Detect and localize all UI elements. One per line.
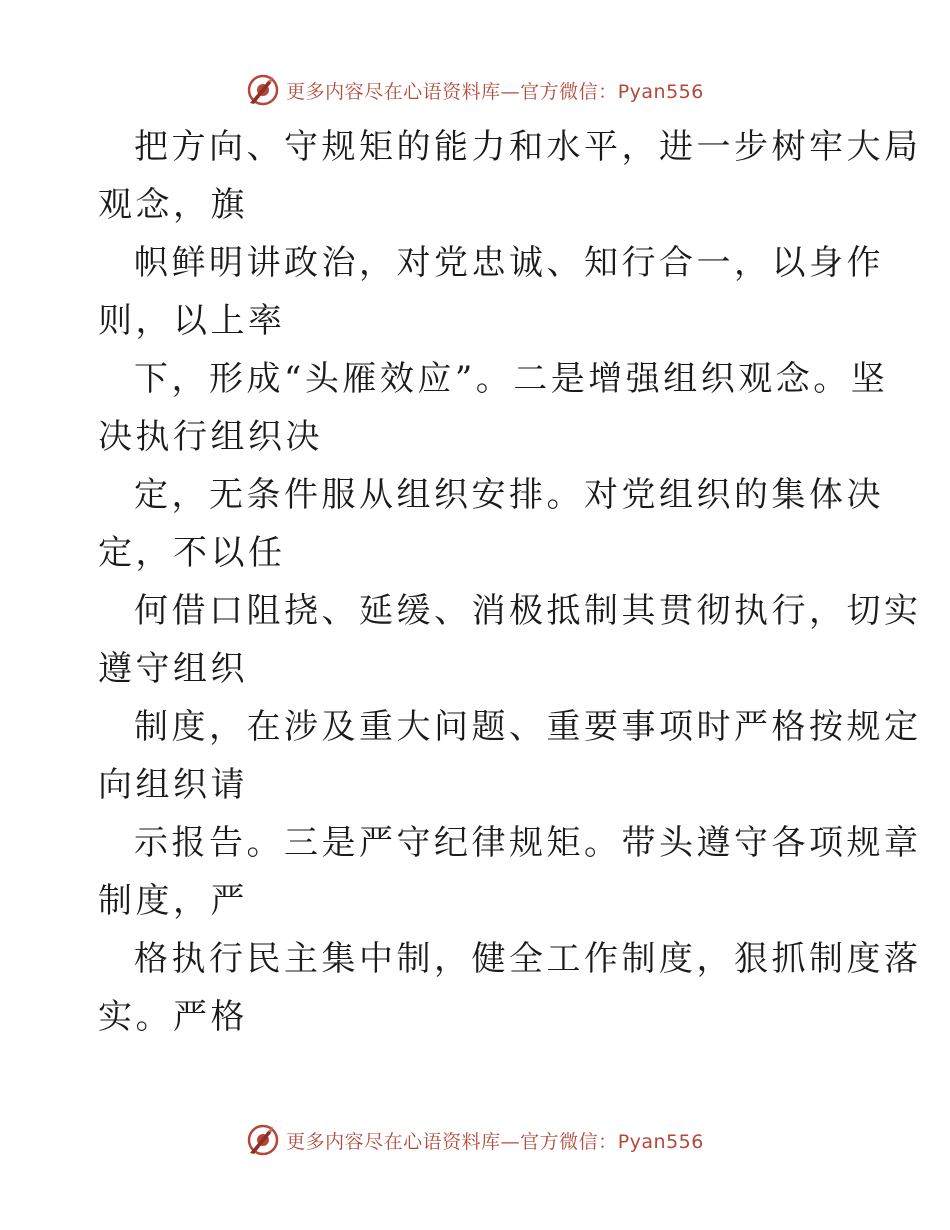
body-line: 示报告。三是严守纪律规矩。带头遵守各项规章 xyxy=(134,823,922,863)
banner-text xyxy=(286,1127,704,1154)
body-line: 观念，旗 xyxy=(98,185,248,225)
body-line: 则，以上率 xyxy=(98,301,286,341)
quill-seal-icon xyxy=(246,73,280,107)
body-line: 制度，在涉及重大问题、重要事项时严格按规定 xyxy=(134,707,922,747)
banner-wechat-label: 官方微信： xyxy=(520,1130,618,1153)
body-line: 下，形成“头雁效应”。二是增强组织观念。坚 xyxy=(134,359,889,399)
body-line: 把方向、守规矩的能力和水平，进一步树牢大局 xyxy=(134,127,922,167)
banner-wechat-label: 官方微信： xyxy=(520,80,618,103)
banner-wechat-id: Pyan556 xyxy=(617,1130,704,1153)
body-line: 格执行民主集中制，健全工作制度，狠抓制度落 xyxy=(134,939,922,979)
body-line: 决执行组织决 xyxy=(98,417,323,457)
body-line: 制度，严 xyxy=(98,881,248,921)
body-line: 向组织请 xyxy=(98,765,248,805)
banner-dash: — xyxy=(500,80,521,103)
banner-dash: — xyxy=(500,1130,521,1153)
banner-text xyxy=(286,77,704,104)
body-line: 实。严格 xyxy=(98,997,248,1037)
body-line: 何借口阻挠、延缓、消极抵制其贯彻执行，切实 xyxy=(134,591,922,631)
banner-wechat-id: Pyan556 xyxy=(617,80,704,103)
banner-title: 更多内容尽在心语资料库 xyxy=(286,80,501,103)
quill-seal-icon xyxy=(246,1123,280,1157)
banner-title: 更多内容尽在心语资料库 xyxy=(286,1130,501,1153)
footer-banner xyxy=(0,1120,950,1160)
body-line: 遵守组织 xyxy=(98,649,248,689)
body-line: 帜鲜明讲政治，对党忠诚、知行合一，以身作 xyxy=(134,243,884,283)
body-line: 定，无条件服从组织安排。对党组织的集体决 xyxy=(134,475,884,515)
document-body xyxy=(98,118,922,1046)
header-banner xyxy=(0,70,950,110)
body-line: 定，不以任 xyxy=(98,533,286,573)
